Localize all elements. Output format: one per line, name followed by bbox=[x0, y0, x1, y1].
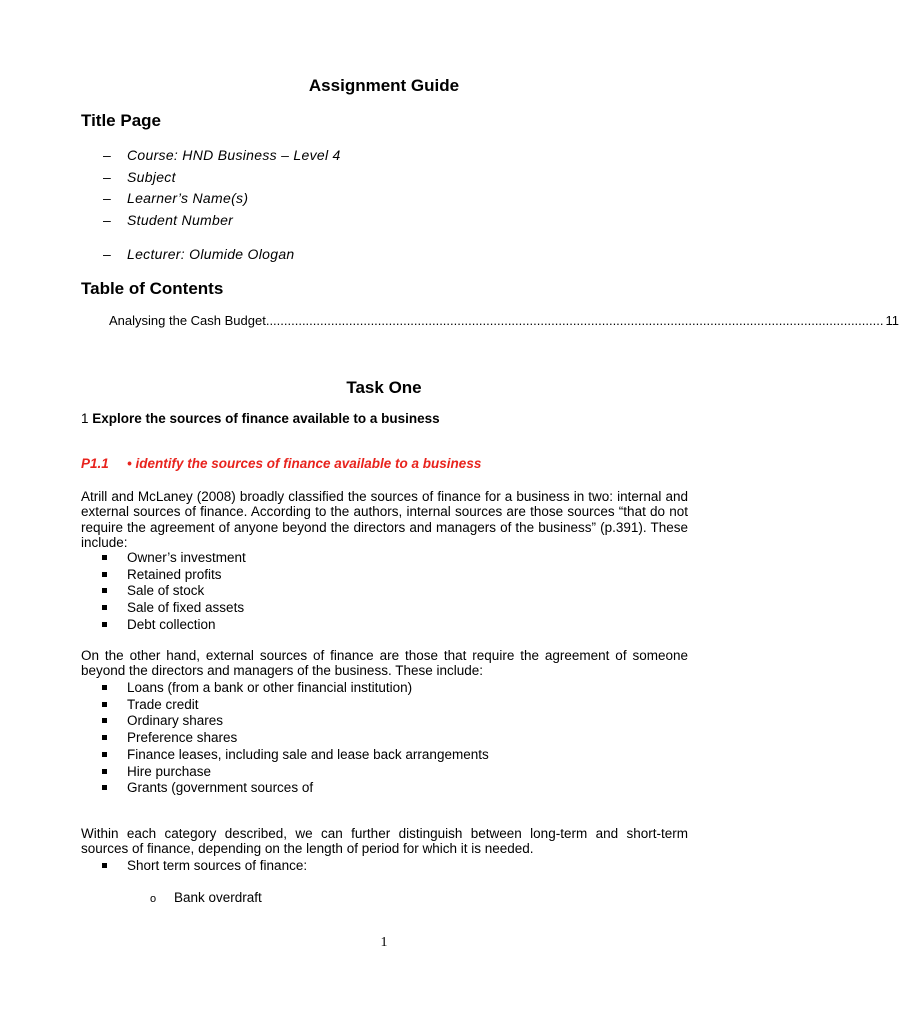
circle-bullet-icon: o bbox=[150, 893, 157, 905]
list-item: Finance leases, including sale and lease back arrangements bbox=[102, 747, 489, 764]
bullet-icon bbox=[102, 752, 107, 757]
sub-item-text: Bank overdraft bbox=[174, 890, 262, 905]
term-sources-list bbox=[102, 858, 307, 875]
bullet-icon bbox=[102, 702, 107, 707]
bullet-icon bbox=[102, 863, 107, 868]
title-page-item-student-number bbox=[103, 212, 233, 228]
dash-marker: – bbox=[103, 212, 112, 228]
title-page-item-lecturer bbox=[103, 246, 295, 262]
dash-marker: – bbox=[103, 169, 112, 185]
bullet-icon bbox=[102, 572, 107, 577]
bullet-icon bbox=[102, 785, 107, 790]
item-text: Course: HND Business – Level 4 bbox=[127, 147, 341, 163]
task-question bbox=[81, 411, 440, 426]
item-text: Student Number bbox=[127, 212, 234, 228]
toc-heading: Table of Contents bbox=[81, 279, 224, 298]
page-number: 1 bbox=[380, 935, 388, 950]
bullet-icon bbox=[102, 555, 107, 560]
bullet-icon bbox=[102, 769, 107, 774]
title-page-heading: Title Page bbox=[81, 111, 161, 130]
paragraph-internal-sources: Atrill and McLaney (2008) broadly classified the sources of finance for a business in two: internal and external sources of finance. According to the authors, internal sources are those sources “that do not require the agreement of anyone beyond the directors and managers of the business” (p.391). These include: bbox=[81, 489, 688, 550]
dash-marker: – bbox=[103, 147, 112, 163]
toc-entry-label: Analysing the Cash Budget bbox=[109, 313, 266, 328]
list-item: Grants (government sources of bbox=[102, 780, 489, 797]
document-title: Assignment Guide bbox=[308, 76, 460, 95]
item-text: Learner’s Name(s) bbox=[127, 190, 249, 206]
list-item: Debt collection bbox=[102, 617, 246, 634]
list-item: Retained profits bbox=[102, 567, 246, 584]
external-sources-list bbox=[102, 680, 489, 797]
list-item: Sale of fixed assets bbox=[102, 600, 246, 617]
dash-marker: – bbox=[103, 246, 112, 262]
bullet-icon bbox=[102, 605, 107, 610]
bullet-icon bbox=[102, 588, 107, 593]
internal-sources-list bbox=[102, 550, 246, 634]
paragraph-external-sources: On the other hand, external sources of finance are those that require the agreement of someone beyond the directors and managers of the business. These include: bbox=[81, 648, 688, 679]
criterion-code: P1.1 bbox=[81, 456, 109, 471]
bullet-icon bbox=[102, 622, 107, 627]
list-item: Owner’s investment bbox=[102, 550, 246, 567]
list-item: Preference shares bbox=[102, 730, 489, 747]
item-text: Lecturer: Olumide Ologan bbox=[127, 246, 295, 262]
title-page-item-learner bbox=[103, 190, 248, 206]
question-number: 1 bbox=[81, 411, 89, 426]
toc-leader-dots: ........................................................................................................................................................................... bbox=[265, 313, 884, 328]
list-item: Loans (from a bank or other financial institution) bbox=[102, 680, 489, 697]
title-page-item-course bbox=[103, 147, 341, 163]
bullet-icon bbox=[102, 718, 107, 723]
title-page-item-subject bbox=[103, 169, 176, 185]
list-item: Short term sources of finance: bbox=[102, 858, 307, 875]
criterion-p1-1 bbox=[81, 456, 481, 471]
toc-entry[interactable] bbox=[109, 313, 899, 328]
list-item: Trade credit bbox=[102, 697, 489, 714]
bullet-icon bbox=[102, 685, 107, 690]
paragraph-term-distinction: Within each category described, we can further distinguish between long-term and short-term sources of finance, depending on the length of period for which it is needed. bbox=[81, 826, 688, 857]
dash-marker: – bbox=[103, 190, 112, 206]
bullet-icon bbox=[102, 735, 107, 740]
list-item: Ordinary shares bbox=[102, 713, 489, 730]
task-title: Task One bbox=[346, 378, 422, 397]
sub-list-item bbox=[150, 890, 262, 905]
question-text: Explore the sources of finance available to a business bbox=[92, 411, 440, 426]
criterion-text: • identify the sources of finance available to a business bbox=[127, 456, 482, 471]
item-text: Subject bbox=[127, 169, 176, 185]
list-item: Sale of stock bbox=[102, 583, 246, 600]
toc-entry-page: 11 bbox=[885, 313, 899, 328]
list-item: Hire purchase bbox=[102, 764, 489, 781]
